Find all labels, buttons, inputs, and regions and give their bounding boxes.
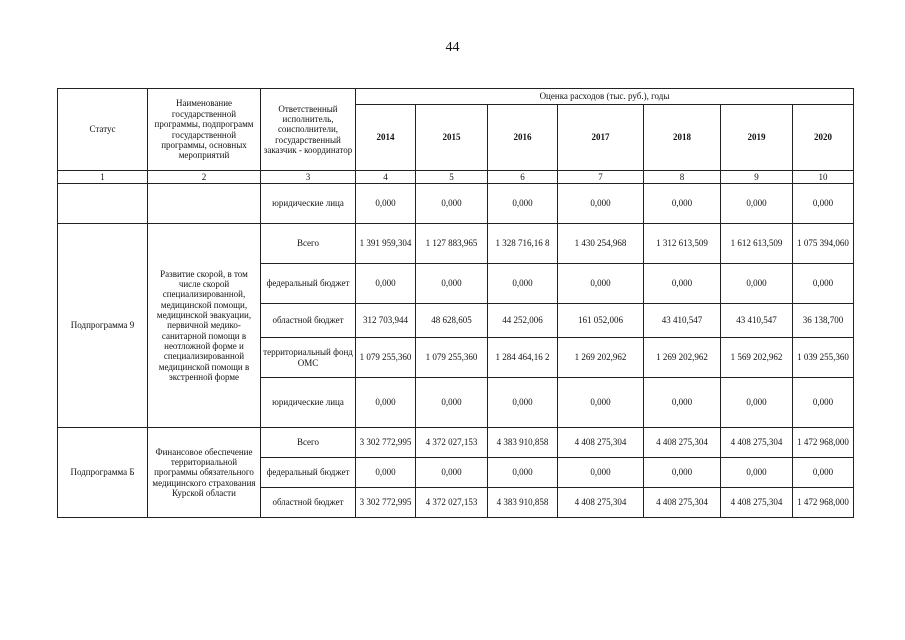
value-cell: 161 052,006 [558, 304, 644, 338]
source-cell: федеральный бюджет [261, 264, 356, 304]
value-cell: 1 430 254,968 [558, 224, 644, 264]
value-cell: 0,000 [644, 184, 721, 224]
year-header: 2016 [488, 105, 558, 171]
value-cell: 0,000 [416, 184, 488, 224]
source-cell: территориальный фонд ОМС [261, 338, 356, 378]
value-cell: 4 408 275,304 [558, 488, 644, 518]
value-cell: 4 408 275,304 [644, 488, 721, 518]
column-index: 10 [793, 171, 854, 184]
value-cell: 1 075 394,060 [793, 224, 854, 264]
value-cell: 4 383 910,858 [488, 428, 558, 458]
source-cell: Всего [261, 428, 356, 458]
column-index: 7 [558, 171, 644, 184]
value-cell: 4 383 910,858 [488, 488, 558, 518]
status-cell [58, 184, 148, 224]
value-cell: 0,000 [558, 264, 644, 304]
table-row [58, 184, 854, 224]
table-row [58, 428, 854, 458]
budget-table [57, 88, 854, 518]
year-header: 2017 [558, 105, 644, 171]
year-header: 2020 [793, 105, 854, 171]
value-cell: 0,000 [721, 264, 793, 304]
year-header: 2018 [644, 105, 721, 171]
value-cell: 1 569 202,962 [721, 338, 793, 378]
value-cell: 48 628,605 [416, 304, 488, 338]
value-cell: 1 328 716,16 8 [488, 224, 558, 264]
value-cell: 312 703,944 [356, 304, 416, 338]
source-cell: федеральный бюджет [261, 458, 356, 488]
status-cell: Подпрограмма 9 [58, 224, 148, 428]
value-cell: 4 372 027,153 [416, 488, 488, 518]
name-cell: Финансовое обеспечение территориальной программы обязательного медицинского страхования Курской области [148, 428, 261, 518]
value-cell: 0,000 [416, 458, 488, 488]
value-cell: 0,000 [644, 264, 721, 304]
value-cell: 0,000 [356, 264, 416, 304]
name-cell [148, 184, 261, 224]
value-cell: 1 269 202,962 [558, 338, 644, 378]
value-cell: 0,000 [488, 184, 558, 224]
header-name: Наименование государственной программы, подпрограмм государственной программы, основных мероприятий [148, 89, 261, 171]
column-index: 3 [261, 171, 356, 184]
value-cell: 1 127 883,965 [416, 224, 488, 264]
source-cell: Всего [261, 224, 356, 264]
value-cell: 0,000 [558, 184, 644, 224]
column-index: 9 [721, 171, 793, 184]
value-cell: 0,000 [721, 458, 793, 488]
value-cell: 1 612 613,509 [721, 224, 793, 264]
value-cell: 0,000 [793, 184, 854, 224]
column-index: 2 [148, 171, 261, 184]
value-cell: 0,000 [488, 264, 558, 304]
header-responsible: Ответственный исполнитель, соисполнители, государственный заказчик - координатор [261, 89, 356, 171]
value-cell: 0,000 [793, 264, 854, 304]
value-cell: 1 391 959,304 [356, 224, 416, 264]
value-cell: 0,000 [721, 378, 793, 428]
value-cell: 1 079 255,360 [356, 338, 416, 378]
value-cell: 0,000 [793, 378, 854, 428]
value-cell: 4 372 027,153 [416, 428, 488, 458]
source-cell: юридические лица [261, 378, 356, 428]
value-cell: 0,000 [558, 378, 644, 428]
value-cell: 0,000 [416, 264, 488, 304]
page-number: 44 [445, 40, 460, 55]
value-cell: 4 408 275,304 [721, 428, 793, 458]
value-cell: 0,000 [793, 458, 854, 488]
value-cell: 44 252,006 [488, 304, 558, 338]
value-cell: 0,000 [488, 458, 558, 488]
value-cell: 4 408 275,304 [558, 428, 644, 458]
year-header: 2014 [356, 105, 416, 171]
header-estimate: Оценка расходов (тыс. руб.), годы [356, 89, 854, 105]
value-cell: 0,000 [721, 184, 793, 224]
column-index: 1 [58, 171, 148, 184]
value-cell: 43 410,547 [721, 304, 793, 338]
value-cell: 0,000 [488, 378, 558, 428]
table-row [58, 224, 854, 264]
source-cell: областной бюджет [261, 304, 356, 338]
value-cell: 0,000 [644, 458, 721, 488]
source-cell: юридические лица [261, 184, 356, 224]
value-cell: 3 302 772,995 [356, 488, 416, 518]
value-cell: 1 079 255,360 [416, 338, 488, 378]
year-header: 2015 [416, 105, 488, 171]
value-cell: 0,000 [416, 378, 488, 428]
value-cell: 36 138,700 [793, 304, 854, 338]
value-cell: 0,000 [356, 458, 416, 488]
status-cell: Подпрограмма Б [58, 428, 148, 518]
column-index: 6 [488, 171, 558, 184]
value-cell: 43 410,547 [644, 304, 721, 338]
value-cell: 1 472 968,000 [793, 428, 854, 458]
value-cell: 0,000 [558, 458, 644, 488]
value-cell: 0,000 [356, 184, 416, 224]
year-header: 2019 [721, 105, 793, 171]
value-cell: 1 312 613,509 [644, 224, 721, 264]
column-index: 5 [416, 171, 488, 184]
value-cell: 1 472 968,000 [793, 488, 854, 518]
value-cell: 3 302 772,995 [356, 428, 416, 458]
value-cell: 0,000 [644, 378, 721, 428]
value-cell: 4 408 275,304 [644, 428, 721, 458]
column-index-row [58, 171, 854, 184]
value-cell: 4 408 275,304 [721, 488, 793, 518]
header-status: Статус [58, 89, 148, 171]
value-cell: 1 284 464,16 2 [488, 338, 558, 378]
source-cell: областной бюджет [261, 488, 356, 518]
column-index: 4 [356, 171, 416, 184]
value-cell: 0,000 [356, 378, 416, 428]
name-cell: Развитие скорой, в том числе скорой специализированной, медицинской помощи, медицинской эвакуации, первичной медико-санитарной помощи в неотложной форме и специализированной медицинской помощи в экстренной форме [148, 224, 261, 428]
value-cell: 1 039 255,360 [793, 338, 854, 378]
value-cell: 1 269 202,962 [644, 338, 721, 378]
column-index: 8 [644, 171, 721, 184]
